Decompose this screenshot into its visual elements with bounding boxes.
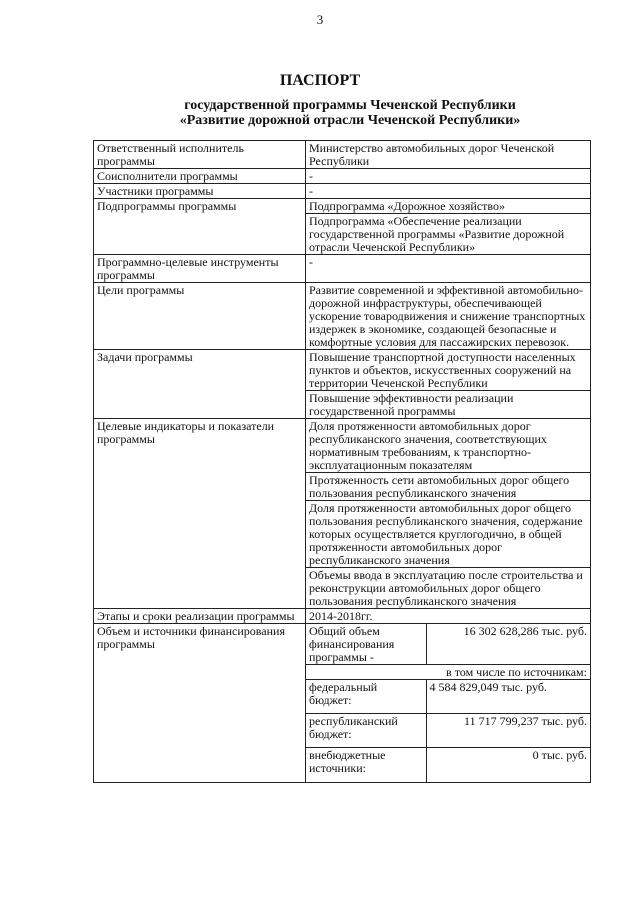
row-label: Целевые индикаторы и показатели программы [94,419,306,609]
row-value: 2014-2018гг. [306,609,591,624]
row-label: Цели программы [94,283,306,350]
row-value: Доля протяженности автомобильных дорог общего пользования республиканского значения, содержание которых осуществляется круглогодично, в общей протяженности автомобильных дорог республиканского значения [306,501,591,568]
passport-table [93,140,591,783]
row-label: Ответственный исполнитель программы [94,141,306,169]
table-row [94,609,591,624]
financing-sources-note: в том числе по источникам: [306,665,590,680]
table-row [94,184,591,199]
row-label: Соисполнители программы [94,169,306,184]
financing-source-row [306,714,590,748]
row-value: Объемы ввода в эксплуатацию после строительства и реконструкции автомобильных дорог общего пользования республиканского значения [306,568,591,609]
table-row [94,624,591,783]
financing-total-row [306,624,590,665]
row-value: Повышение эффективности реализации государственной программы [306,391,591,419]
financing-source-row [306,748,590,782]
row-value: - [306,169,591,184]
row-value: - [306,184,591,199]
document-title: ПАСПОРТ [279,72,361,89]
page-number: 3 [316,12,324,27]
financing-total-label: Общий объем финансирования программы - [306,624,426,665]
row-value: Подпрограмма «Обеспечение реализации государственной программы «Развитие дорожной отрасли Чеченской Республики» [306,214,591,255]
table-row [94,283,591,350]
row-label: Объем и источники финансирования программы [94,624,306,783]
row-value: Развитие современной и эффективной автомобильно-дорожной инфраструктуры, обеспечивающей ускорение товародвижения и снижение транспортных издержек в экономике, создающей безопасные и комфортные условия для пассажирских перевозок. [306,283,591,350]
financing-source-value: 11 717 799,237 тыс. руб. [426,714,590,748]
row-value: Подпрограмма «Дорожное хозяйство» [306,199,591,214]
row-label: Этапы и сроки реализации программы [94,609,306,624]
financing-source-name: республиканский бюджет: [306,714,426,748]
subtitle-line-1: государственной программы Чеченской Республики [184,98,516,113]
table-row [94,141,591,169]
row-label: Программно-целевые инструменты программы [94,255,306,283]
financing-note-row [306,665,590,680]
table-row [94,199,591,214]
financing-source-name: федеральный бюджет: [306,680,426,714]
table-row [94,419,591,473]
financing-source-value: 0 тыс. руб. [426,748,590,782]
row-value: Министерство автомобильных дорог Чеченской Республики [306,141,591,169]
row-label: Подпрограммы программы [94,199,306,255]
financing-source-row [306,680,590,714]
row-label: Участники программы [94,184,306,199]
document-subtitle [150,98,550,128]
financing-cell [306,624,591,783]
table-row [94,169,591,184]
row-value: Протяженность сети автомобильных дорог общего пользования республиканского значения [306,473,591,501]
row-value: - [306,255,591,283]
row-value: Доля протяженности автомобильных дорог республиканского значения, соответствующих нормативным требованиям, к транспортно-эксплуатационным показателям [306,419,591,473]
financing-total-value: 16 302 628,286 тыс. руб. [426,624,590,665]
table-row [94,255,591,283]
subtitle-line-2: «Развитие дорожной отрасли Чеченской Республики» [179,113,521,128]
row-label: Задачи программы [94,350,306,419]
financing-table [306,624,590,782]
financing-source-value: 4 584 829,049 тыс. руб. [426,680,590,714]
row-value: Повышение транспортной доступности населенных пунктов и объектов, искусственных сооружений на территории Чеченской Республики [306,350,591,391]
financing-source-name: внебюджетные источники: [306,748,426,782]
table-row [94,350,591,391]
